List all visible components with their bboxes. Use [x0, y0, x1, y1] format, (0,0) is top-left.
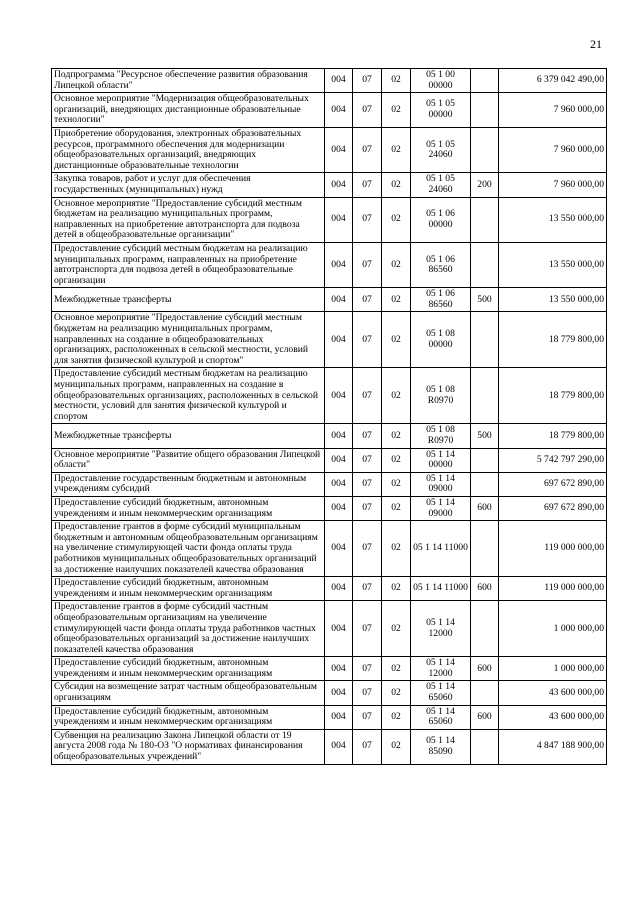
- amount-cell: 7 960 000,00: [499, 173, 607, 197]
- section-code-cell: 07: [353, 288, 382, 312]
- ministry-code-cell: 004: [325, 496, 353, 520]
- row-name-cell: Предоставление субсидий бюджетным, автономным учреждениям и иным некоммерческим организациям: [52, 705, 325, 729]
- ministry-code-cell: 004: [325, 368, 353, 424]
- amount-cell: 13 550 000,00: [499, 197, 607, 242]
- table-row: [52, 197, 607, 242]
- section-code-cell: 07: [353, 127, 382, 172]
- target-article-cell: 05 1 05 00000: [411, 93, 471, 128]
- subsection-code-cell: 02: [382, 657, 411, 681]
- ministry-code-cell: 004: [325, 127, 353, 172]
- subsection-code-cell: 02: [382, 496, 411, 520]
- page-number: 21: [590, 37, 602, 51]
- expense-type-cell: [471, 69, 499, 93]
- expense-type-cell: [471, 681, 499, 705]
- expense-type-cell: [471, 448, 499, 472]
- target-article-cell: 05 1 08 R0970: [411, 368, 471, 424]
- table-row: [52, 577, 607, 601]
- row-name-cell: Межбюджетные трансферты: [52, 424, 325, 448]
- row-name-cell: Предоставление государственным бюджетным и автономным учреждениям субсидий: [52, 472, 325, 496]
- section-code-cell: 07: [353, 424, 382, 448]
- table-row: [52, 601, 607, 657]
- amount-cell: 4 847 188 900,00: [499, 729, 607, 764]
- subsection-code-cell: 02: [382, 577, 411, 601]
- section-code-cell: 07: [353, 657, 382, 681]
- table-row: [52, 424, 607, 448]
- row-name-cell: Предоставление субсидий местным бюджетам на реализацию муниципальных программ, направленных на приобретение автотранспорта для подвоза детей в общеобразовательные организации: [52, 242, 325, 287]
- target-article-cell: 05 1 05 24060: [411, 173, 471, 197]
- row-name-cell: Предоставление грантов в форме субсидий муниципальным бюджетным и автономным общеобразовательным организациям на увеличение стимулирующей части фонда оплаты труда работников муниципальных общеобразовательных организаций за достижение наилучших показателей качества образования: [52, 521, 325, 577]
- expense-type-cell: [471, 601, 499, 657]
- ministry-code-cell: 004: [325, 197, 353, 242]
- expense-type-cell: [471, 521, 499, 577]
- row-name-cell: Субсидия на возмещение затрат частным общеобразовательным организациям: [52, 681, 325, 705]
- ministry-code-cell: 004: [325, 424, 353, 448]
- section-code-cell: 07: [353, 448, 382, 472]
- expense-type-cell: [471, 368, 499, 424]
- expense-type-cell: [471, 472, 499, 496]
- ministry-code-cell: 004: [325, 173, 353, 197]
- section-code-cell: 07: [353, 601, 382, 657]
- section-code-cell: 07: [353, 729, 382, 764]
- expense-type-cell: [471, 312, 499, 368]
- amount-cell: 697 672 890,00: [499, 496, 607, 520]
- budget-table: [51, 68, 607, 765]
- target-article-cell: 05 1 14 09000: [411, 496, 471, 520]
- subsection-code-cell: 02: [382, 705, 411, 729]
- amount-cell: 18 779 800,00: [499, 312, 607, 368]
- section-code-cell: 07: [353, 197, 382, 242]
- target-article-cell: 05 1 08 00000: [411, 312, 471, 368]
- ministry-code-cell: 004: [325, 93, 353, 128]
- section-code-cell: 07: [353, 173, 382, 197]
- row-name-cell: Межбюджетные трансферты: [52, 288, 325, 312]
- amount-cell: 18 779 800,00: [499, 424, 607, 448]
- row-name-cell: Закупка товаров, работ и услуг для обеспечения государственных (муниципальных) нужд: [52, 173, 325, 197]
- target-article-cell: 05 1 14 12000: [411, 601, 471, 657]
- row-name-cell: Основное мероприятие "Предоставление субсидий местным бюджетам на реализацию муниципальных программ, направленных на приобретение автотранспорта для подвоза детей в общеобразовательные организации": [52, 197, 325, 242]
- expense-type-cell: 600: [471, 577, 499, 601]
- amount-cell: 43 600 000,00: [499, 681, 607, 705]
- section-code-cell: 07: [353, 472, 382, 496]
- target-article-cell: 05 1 08 R0970: [411, 424, 471, 448]
- subsection-code-cell: 02: [382, 368, 411, 424]
- expense-type-cell: 600: [471, 657, 499, 681]
- expense-type-cell: 500: [471, 424, 499, 448]
- expense-type-cell: 500: [471, 288, 499, 312]
- ministry-code-cell: 004: [325, 69, 353, 93]
- table-row: [52, 312, 607, 368]
- ministry-code-cell: 004: [325, 601, 353, 657]
- section-code-cell: 07: [353, 705, 382, 729]
- section-code-cell: 07: [353, 312, 382, 368]
- target-article-cell: 05 1 14 65060: [411, 705, 471, 729]
- table-row: [52, 681, 607, 705]
- target-article-cell: 05 1 14 12000: [411, 657, 471, 681]
- expense-type-cell: [471, 729, 499, 764]
- table-body: [52, 69, 607, 765]
- row-name-cell: Подпрограмма "Ресурсное обеспечение развития образования Липецкой области": [52, 69, 325, 93]
- row-name-cell: Предоставление субсидий бюджетным, автономным учреждениям и иным некоммерческим организациям: [52, 577, 325, 601]
- target-article-cell: 05 1 06 86560: [411, 288, 471, 312]
- ministry-code-cell: 004: [325, 521, 353, 577]
- expense-type-cell: 200: [471, 173, 499, 197]
- table-row: [52, 705, 607, 729]
- ministry-code-cell: 004: [325, 242, 353, 287]
- amount-cell: 6 379 042 490,00: [499, 69, 607, 93]
- ministry-code-cell: 004: [325, 729, 353, 764]
- target-article-cell: 05 1 00 00000: [411, 69, 471, 93]
- section-code-cell: 07: [353, 368, 382, 424]
- target-article-cell: 05 1 05 24060: [411, 127, 471, 172]
- expense-type-cell: 600: [471, 705, 499, 729]
- ministry-code-cell: 004: [325, 577, 353, 601]
- subsection-code-cell: 02: [382, 448, 411, 472]
- target-article-cell: 05 1 14 00000: [411, 448, 471, 472]
- subsection-code-cell: 02: [382, 197, 411, 242]
- amount-cell: 5 742 797 290,00: [499, 448, 607, 472]
- row-name-cell: Приобретение оборудования, электронных образовательных ресурсов, программного обеспечения для модернизации общеобразовательных организаций, внедряющих дистанционные образовательные технологии: [52, 127, 325, 172]
- amount-cell: 43 600 000,00: [499, 705, 607, 729]
- amount-cell: 1 000 000,00: [499, 657, 607, 681]
- amount-cell: 697 672 890,00: [499, 472, 607, 496]
- subsection-code-cell: 02: [382, 69, 411, 93]
- table-row: [52, 93, 607, 128]
- ministry-code-cell: 004: [325, 472, 353, 496]
- ministry-code-cell: 004: [325, 657, 353, 681]
- row-name-cell: Основное мероприятие "Развитие общего образования Липецкой области": [52, 448, 325, 472]
- section-code-cell: 07: [353, 93, 382, 128]
- ministry-code-cell: 004: [325, 448, 353, 472]
- subsection-code-cell: 02: [382, 288, 411, 312]
- subsection-code-cell: 02: [382, 242, 411, 287]
- subsection-code-cell: 02: [382, 521, 411, 577]
- amount-cell: 7 960 000,00: [499, 93, 607, 128]
- subsection-code-cell: 02: [382, 424, 411, 448]
- table-row: [52, 521, 607, 577]
- subsection-code-cell: 02: [382, 93, 411, 128]
- amount-cell: 13 550 000,00: [499, 242, 607, 287]
- row-name-cell: Предоставление субсидий бюджетным, автономным учреждениям и иным некоммерческим организациям: [52, 657, 325, 681]
- expense-type-cell: [471, 242, 499, 287]
- section-code-cell: 07: [353, 577, 382, 601]
- expense-type-cell: [471, 93, 499, 128]
- table-row: [52, 69, 607, 93]
- target-article-cell: 05 1 14 11000: [411, 521, 471, 577]
- row-name-cell: Субвенция на реализацию Закона Липецкой области от 19 августа 2008 года № 180-ОЗ "О нормативах финансирования общеобразовательных учреждений": [52, 729, 325, 764]
- amount-cell: 18 779 800,00: [499, 368, 607, 424]
- table-row: [52, 657, 607, 681]
- table-row: [52, 127, 607, 172]
- subsection-code-cell: 02: [382, 127, 411, 172]
- row-name-cell: Предоставление субсидий местным бюджетам на реализацию муниципальных программ, направленных на создание в общеобразовательных организациях, расположенных в сельской местности, условий для занятия физической культурой и спортом: [52, 368, 325, 424]
- row-name-cell: Основное мероприятие "Модернизация общеобразовательных организаций, внедряющих дистанционные образовательные технологии": [52, 93, 325, 128]
- amount-cell: 119 000 000,00: [499, 521, 607, 577]
- section-code-cell: 07: [353, 496, 382, 520]
- table-row: [52, 448, 607, 472]
- subsection-code-cell: 02: [382, 472, 411, 496]
- row-name-cell: Предоставление субсидий бюджетным, автономным учреждениям и иным некоммерческим организациям: [52, 496, 325, 520]
- target-article-cell: 05 1 06 00000: [411, 197, 471, 242]
- section-code-cell: 07: [353, 681, 382, 705]
- table-row: [52, 242, 607, 287]
- expense-type-cell: 600: [471, 496, 499, 520]
- subsection-code-cell: 02: [382, 173, 411, 197]
- subsection-code-cell: 02: [382, 681, 411, 705]
- row-name-cell: Предоставление грантов в форме субсидий частным общеобразовательным организациям на увеличение стимулирующей части фонда оплаты труда работников частных общеобразовательных организаций за достижение наилучших показателей качества образования: [52, 601, 325, 657]
- table-row: [52, 288, 607, 312]
- subsection-code-cell: 02: [382, 312, 411, 368]
- table-row: [52, 496, 607, 520]
- section-code-cell: 07: [353, 242, 382, 287]
- target-article-cell: 05 1 06 86560: [411, 242, 471, 287]
- target-article-cell: 05 1 14 09000: [411, 472, 471, 496]
- section-code-cell: 07: [353, 69, 382, 93]
- section-code-cell: 07: [353, 521, 382, 577]
- table-row: [52, 472, 607, 496]
- subsection-code-cell: 02: [382, 729, 411, 764]
- ministry-code-cell: 004: [325, 681, 353, 705]
- expense-type-cell: [471, 127, 499, 172]
- table-row: [52, 368, 607, 424]
- target-article-cell: 05 1 14 65060: [411, 681, 471, 705]
- amount-cell: 119 000 000,00: [499, 577, 607, 601]
- subsection-code-cell: 02: [382, 601, 411, 657]
- table-row: [52, 173, 607, 197]
- row-name-cell: Основное мероприятие "Предоставление субсидий местным бюджетам на реализацию муниципальных программ, направленных на создание в общеобразовательных организациях, расположенных в сельской местности, условий для занятия физической культурой и спортом": [52, 312, 325, 368]
- target-article-cell: 05 1 14 11000: [411, 577, 471, 601]
- target-article-cell: 05 1 14 85090: [411, 729, 471, 764]
- ministry-code-cell: 004: [325, 705, 353, 729]
- ministry-code-cell: 004: [325, 312, 353, 368]
- amount-cell: 1 000 000,00: [499, 601, 607, 657]
- expense-type-cell: [471, 197, 499, 242]
- amount-cell: 7 960 000,00: [499, 127, 607, 172]
- ministry-code-cell: 004: [325, 288, 353, 312]
- amount-cell: 13 550 000,00: [499, 288, 607, 312]
- table-row: [52, 729, 607, 764]
